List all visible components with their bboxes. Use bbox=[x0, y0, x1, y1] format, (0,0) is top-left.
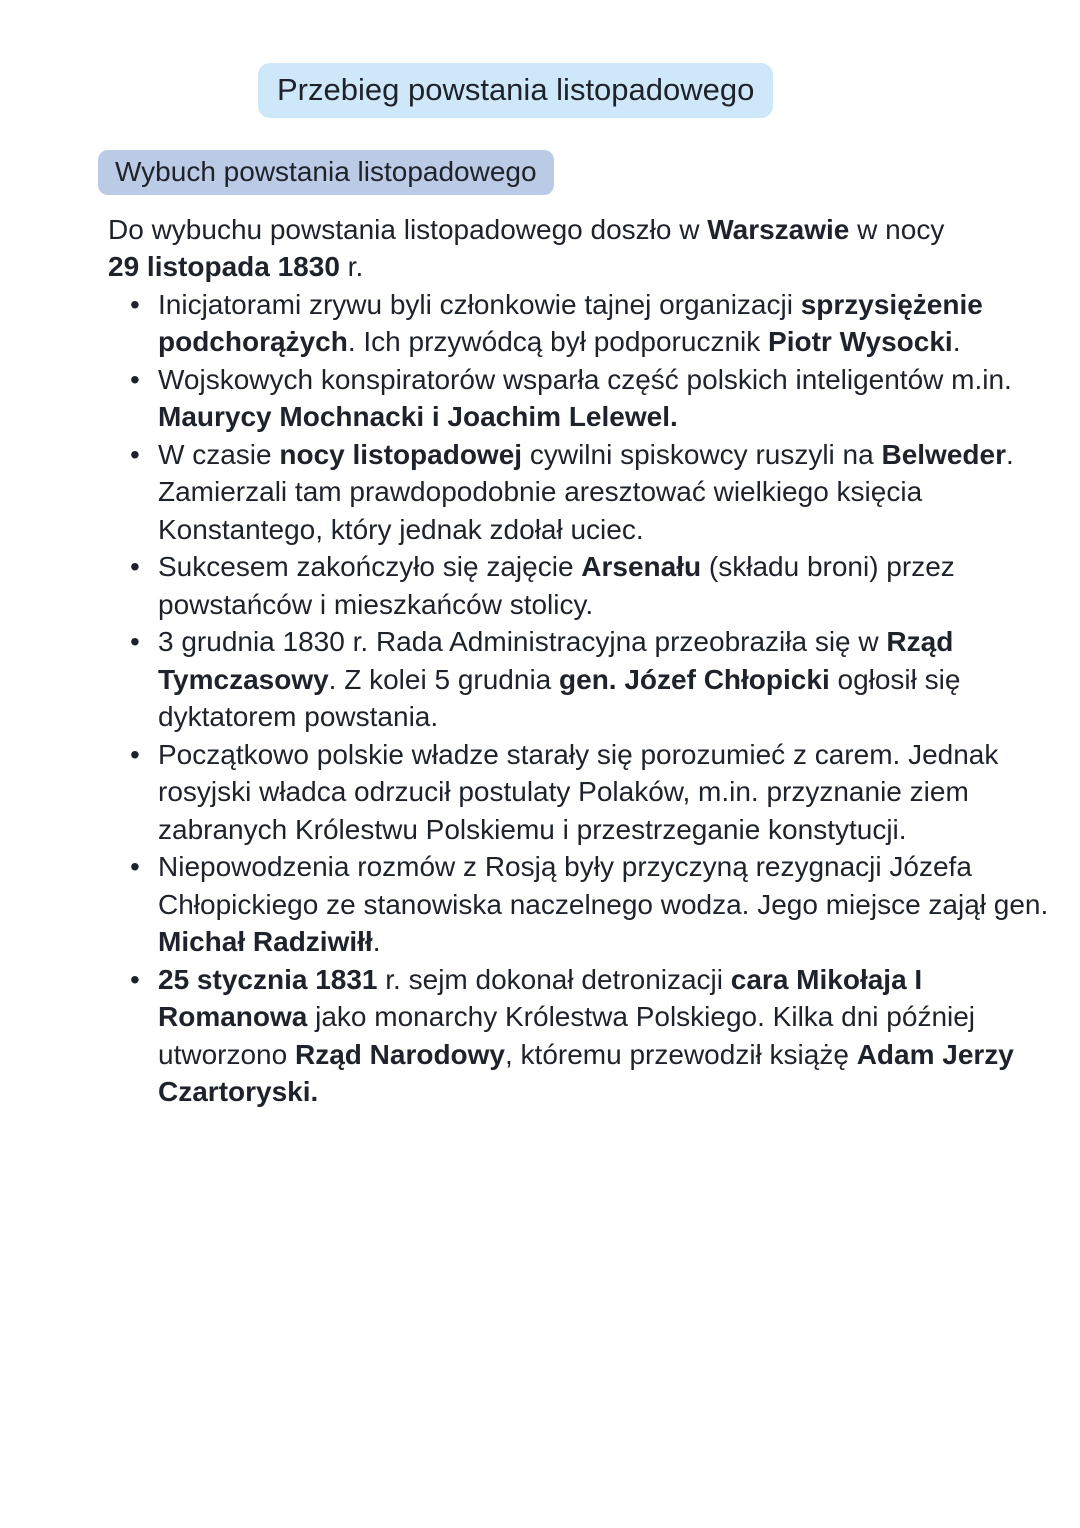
list-item bbox=[130, 286, 1080, 361]
list-item-text: Wojskowych konspiratorów wsparła część polskich inteligentów m.in. Maurycy Mochnacki i Joachim Lelewel. bbox=[158, 363, 1012, 433]
bullet-icon: • bbox=[130, 288, 140, 320]
intro-paragraph: Do wybuchu powstania listopadowego doszło w Warszawie w nocy 29 listopada 1830 r. bbox=[108, 213, 945, 283]
bullet-icon: • bbox=[130, 851, 140, 883]
page-title: Przebieg powstania listopadowego bbox=[258, 63, 773, 118]
bullet-icon: • bbox=[130, 626, 140, 658]
list-item bbox=[130, 736, 1080, 849]
list-item-text: Sukcesem zakończyło się zajęcie Arsenału (składu broni) przez powstańców i mieszkańców stolicy. bbox=[158, 551, 955, 620]
bullet-list bbox=[130, 286, 1080, 1111]
section-row bbox=[0, 118, 1080, 195]
bullet-icon: • bbox=[130, 963, 140, 995]
list-item-text: 3 grudnia 1830 r. Rada Administracyjna przeobraziła się w Rząd Tymczasowy. Z kolei 5 grudnia gen. Józef Chłopicki ogłosił się dyktatorem powstania. bbox=[158, 626, 961, 733]
bullet-icon: • bbox=[130, 551, 140, 583]
bullet-icon: • bbox=[130, 738, 140, 770]
bullet-icon: • bbox=[130, 363, 140, 395]
list-item-text: Początkowo polskie władze starały się porozumieć z carem. Jednak rosyjski władca odrzucił postulaty Polaków, m.in. przyznanie ziem zabranych Królestwu Polskiemu i przestrzeganie konstytucji. bbox=[158, 738, 999, 845]
title-row bbox=[0, 0, 1080, 118]
list-item bbox=[130, 623, 1080, 736]
list-item bbox=[130, 361, 1080, 436]
list-item-text: W czasie nocy listopadowej cywilni spiskowcy ruszyli na Belweder. Zamierzali tam prawdopodobnie aresztować wielkiego księcia Konstantego, który jednak zdołał uciec. bbox=[158, 438, 1014, 545]
list-item bbox=[130, 436, 1080, 549]
section-heading: Wybuch powstania listopadowego bbox=[98, 150, 554, 195]
list-item bbox=[130, 848, 1080, 961]
list-item-text: Niepowodzenia rozmów z Rosją były przyczyną rezygnacji Józefa Chłopickiego ze stanowiska naczelnego wodza. Jego miejsce zajął gen. Michał Radziwiłł. bbox=[158, 851, 1049, 958]
bullet-icon: • bbox=[130, 438, 140, 470]
list-item bbox=[130, 961, 1080, 1111]
list-item-text: 25 stycznia 1831 r. sejm dokonał detronizacji cara Mikołaja I Romanowa jako monarchy Królestwa Polskiego. Kilka dni później utworzono Rząd Narodowy, któremu przewodził książę Adam Jerzy Czartoryski. bbox=[158, 963, 1014, 1108]
list-item-text: Inicjatorami zrywu byli członkowie tajnej organizacji sprzysiężenie podchorążych. Ich przywódcą był podporucznik Piotr Wysocki. bbox=[158, 288, 983, 358]
list-item bbox=[130, 548, 1080, 623]
